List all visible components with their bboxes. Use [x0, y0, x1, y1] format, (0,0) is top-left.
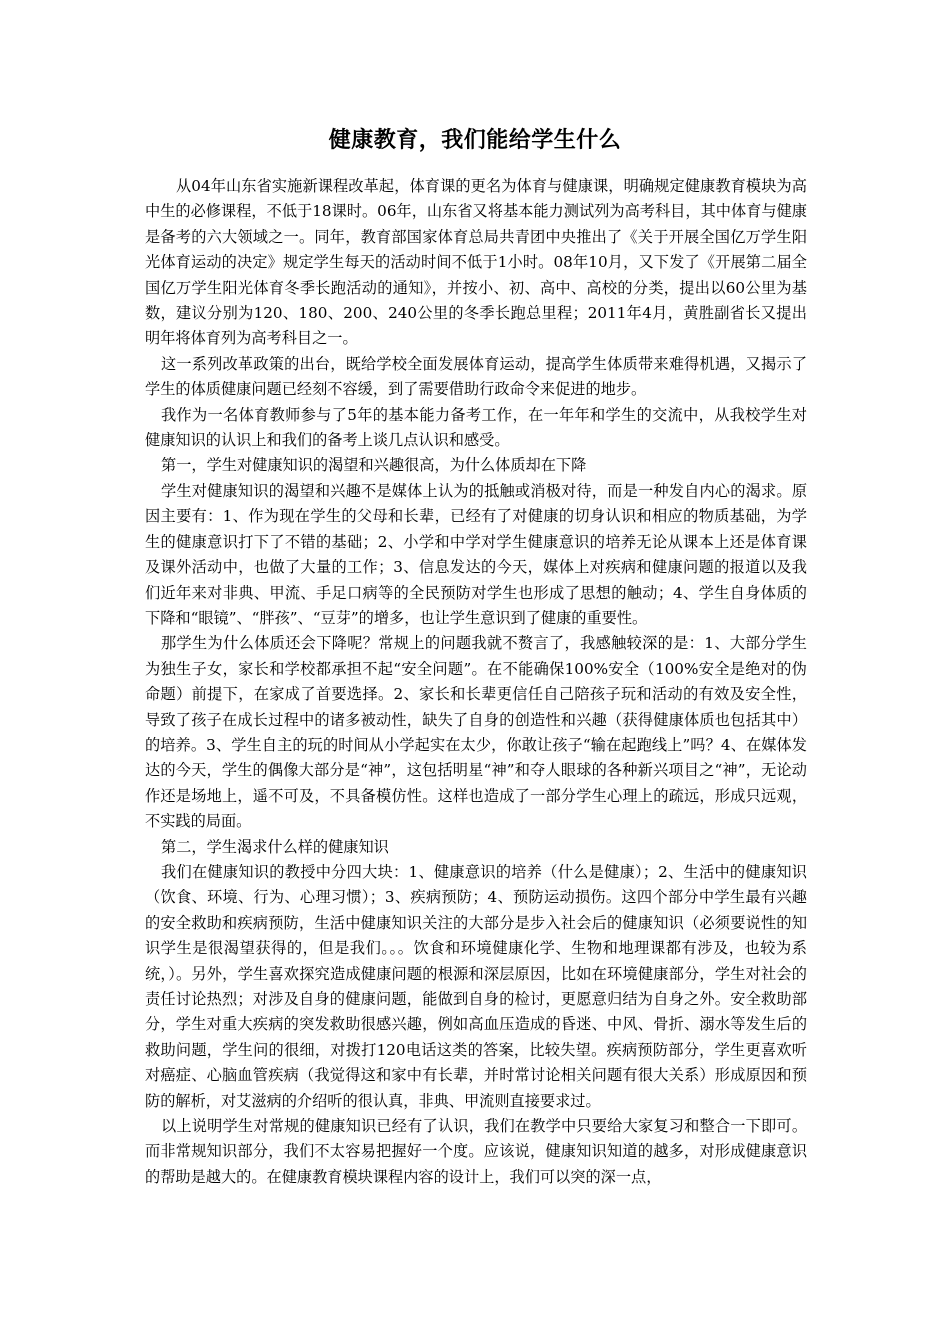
paragraph-teaching-blocks: 我们在健康知识的教授中分四大块：1、健康意识的培养（什么是健康）；2、生活中的健康知识（饮食、环境、行为、心理习惯）；3、疾病预防；4、预防运动损伤。这四个部分中学生最有兴趣的安全救助和疾病预防，生活中健康知识关注的大部分是步入社会后的健康知识（必须要说性的知识学生是很渴望获得的，但是我们。。。饮食和环境健康化学、生物和地理课都有涉及，也较为系统，）。另外，学生喜欢探究造成健康问题的根源和深层原因，比如在环境健康部分，学生对社会的责任讨论热烈；对涉及自身的健康问题，能做到自身的检讨，更愿意归结为自身之外。安全救助部分，学生对重大疾病的突发救助很感兴趣，例如高血压造成的昏迷、中风、骨折、溺水等发生后的救助问题，学生问的很细，对拨打120电话这类的答案，比较失望。疾病预防部分，学生更喜欢听对癌症、心脑血管疾病（我觉得这和家中有长辈，并时常讨论相关问题有很大关系）形成原因和预防的解析，对艾滋病的介绍听的很认真，非典、甲流则直接要求过。: [145, 862, 807, 1110]
paragraph-conclusion: 以上说明学生对常规的健康知识已经有了认识，我们在教学中只要给大家复习和整合一下即可。而非常规知识部分，我们不太容易把握好一个度。应该说，健康知识知道的越多，对形成健康意识的帮助是越大的。在健康教育模块课程内容的设计上，我们可以突的深一点，: [145, 1117, 807, 1186]
section-heading-second: 第二，学生渴求什么样的健康知识: [161, 837, 389, 856]
document-body: [145, 174, 807, 1190]
section-heading-first: 第一，学生对健康知识的渴望和兴趣很高，为什么体质却在下降: [161, 456, 587, 475]
paragraph-author-context: 我作为一名体育教师参与了5年的基本能力备考工作，在一年年和学生的交流中，从我校学生对健康知识的认识上和我们的备考上谈几点认识和感受。: [145, 405, 807, 450]
paragraph-policy-impact: 这一系列改革政策的出台，既给学校全面发展体育运动，提高学生体质带来难得机遇，又揭示了学生的体质健康问题已经刻不容缓，到了需要借助行政命令来促进的地步。: [145, 354, 807, 399]
paragraph-student-interest: 学生对健康知识的渴望和兴趣不是媒体上认为的抵触或消极对待，而是一种发自内心的渴求。原因主要有：1、作为现在学生的父母和长辈，已经有了对健康的切身认识和相应的物质基础，为学生的健康意识打下了不错的基础；2、小学和中学对学生健康意识的培养无论从课本上还是体育课及课外活动中，也做了大量的工作；3、信息发达的今天，媒体上对疾病和健康问题的报道以及我们近年来对非典、甲流、手足口病等的全民预防对学生也形成了思想的触动；4、学生自身体质的下降和“眼镜”、“胖孩”、“豆芽”的增多，也让学生意识到了健康的重要性。: [145, 481, 807, 627]
paragraph-intro: 从04年山东省实施新课程改革起，体育课的更名为体育与健康课，明确规定健康教育模块为高中生的必修课程，不低于18课时。06年，山东省又将基本能力测试列为高考科目，其中体育与健康是备考的六大领域之一。同年，教育部国家体育总局共青团中央推出了《关于开展全国亿万学生阳光体育运动的决定》规定学生每天的活动时间不低于1小时。08年10月，又下发了《开展第二届全国亿万学生阳光体育冬季长跑活动的通知》，并按小、初、高中、高校的分类，提出以60公里为基数，建议分别为120、180、200、240公里的冬季长跑总里程；2011年4月，黄胜副省长又提出明年将体育列为高考科目之一。: [145, 177, 807, 348]
document-title: 健康教育，我们能给学生什么: [328, 128, 622, 153]
paragraph-fitness-decline: 那学生为什么体质还会下降呢？常规上的问题我就不赘言了，我感触较深的是：1、大部分学生为独生子女，家长和学校都承担不起“安全问题”。在不能确保100%安全（100%安全是绝对的伪命题）前提下，在家成了首要选择。2、家长和长辈更信任自己陪孩子玩和活动的有效及安全性，导致了孩子在成长过程中的诸多被动性，缺失了自身的创造性和兴趣（获得健康体质也包括其中）的培养。3、学生自主的玩的时间从小学起实在太少，你敢让孩子“输在起跑线上”吗？4、在媒体发达的今天，学生的偶像大部分是“神”，这包括明星“神”和夺人眼球的各种新兴项目之“神”，无论动作还是场地上，遥不可及，不具备模仿性。这样也造成了一部分学生心理上的疏远，形成只远观，不实践的局面。: [145, 634, 807, 831]
